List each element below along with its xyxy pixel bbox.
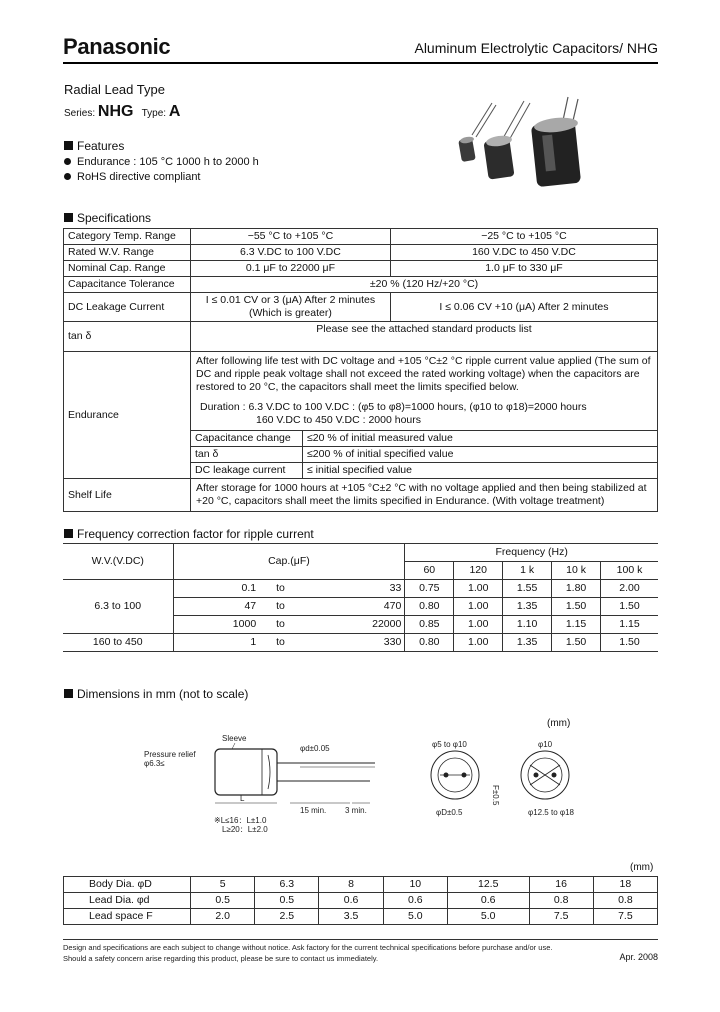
endurance-row-label: DC leakage current <box>191 463 303 479</box>
spec-label: Shelf Life <box>64 479 191 512</box>
spec-value: −25 °C to +105 °C <box>390 229 657 245</box>
footer-divider <box>63 939 658 940</box>
section-square-icon <box>64 689 73 698</box>
page-header <box>63 32 658 64</box>
spec-value: 0.1 μF to 22000 μF <box>191 261 391 277</box>
end-view-top-label: φ5 to φ10 <box>432 740 467 749</box>
spec-label: Nominal Cap. Range <box>64 261 191 277</box>
feature-item: RoHS directive compliant <box>64 170 259 185</box>
document-title: Aluminum Electrolytic Capacitors/ NHG <box>414 40 658 56</box>
table-row: 47 to 470 0.80 1.00 1.35 1.50 1.50 <box>63 598 658 616</box>
capacitor-product-photo <box>452 95 592 195</box>
footer-note: Design and specifications are each subject to change without notice. Ask factory for the current technical specifications before purchase and/or use. Should a safety concern arise regarding this product, please be sure to contact us immediately. <box>63 943 553 963</box>
specifications-table <box>63 228 658 512</box>
endurance-row-value: ≤ initial specified value <box>303 463 658 479</box>
tolerance-note-1: ※L≤16：L±1.0 <box>214 816 267 825</box>
f-label: F±0.5 <box>491 785 500 806</box>
type-label: Type: <box>141 108 167 119</box>
spec-label: tan δ <box>64 322 191 352</box>
row-label: Body Dia. φD <box>64 877 191 893</box>
features-heading: Features <box>64 139 124 153</box>
freq-header: 60 <box>405 562 454 580</box>
col-header: Cap.(μF) <box>173 544 405 580</box>
section-square-icon <box>64 529 73 538</box>
spec-label: Category Temp. Range <box>64 229 191 245</box>
end-view-dia-label: φD±0.5 <box>436 808 463 817</box>
section-square-icon <box>64 213 73 222</box>
tolerance-note-2: L≥20：L±2.0 <box>222 825 268 834</box>
brand-logo: Panasonic <box>63 34 171 59</box>
series-value: NHG <box>97 103 134 120</box>
spec-label: Capacitance Tolerance <box>64 277 191 293</box>
bullet-icon <box>64 173 71 180</box>
endurance-row-label: Capacitance change <box>191 431 303 447</box>
pressure-relief-label: Pressure relief <box>144 750 196 759</box>
spec-value: ±20 % (120 Hz/+20 °C) <box>191 277 658 293</box>
row-label: Lead Dia. φd <box>64 893 191 909</box>
spec-value: −55 °C to +105 °C <box>191 229 391 245</box>
lead-type-title: Radial Lead Type <box>64 82 165 97</box>
feature-item: Endurance : 105 °C 1000 h to 2000 h <box>64 155 259 170</box>
pressure-relief-sub: φ6.3≤ <box>144 759 165 768</box>
freq-header: 1 k <box>503 562 552 580</box>
spec-label: Endurance <box>64 352 191 479</box>
freq-header: 10 k <box>552 562 601 580</box>
table-row: 6.3 to 100 0.1 to 33 0.75 1.00 1.55 1.80 2.00 <box>63 580 658 598</box>
frequency-table <box>63 543 658 652</box>
freq-header: 120 <box>454 562 503 580</box>
type-value: A <box>168 103 181 120</box>
table-row: Lead Dia. φd 0.5 0.5 0.6 0.6 0.6 0.8 0.8 <box>64 893 658 909</box>
spec-label: Rated W.V. Range <box>64 245 191 261</box>
spec-value: I ≤ 0.01 CV or 3 (μA) After 2 minutes (Which is greater) <box>191 293 391 322</box>
dimensions-heading: Dimensions in mm (not to scale) <box>64 687 248 701</box>
unit-label: (mm) <box>630 862 654 873</box>
table-row: 1000 to 22000 0.85 1.00 1.10 1.15 1.15 <box>63 616 658 634</box>
lead-min-label: 15 min. <box>300 806 327 815</box>
three-min-label: 3 min. <box>345 806 367 815</box>
footer-date: Apr. 2008 <box>619 952 658 962</box>
dimensions-table <box>63 876 658 925</box>
row-label: Lead space F <box>64 909 191 925</box>
table-row: 160 to 450 1 to 330 0.80 1.00 1.35 1.50 1.50 <box>63 634 658 652</box>
spec-value: After storage for 1000 hours at +105 °C±2 °C with no voltage applied and then being stabilized at +20 °C, capacitors shall meet the limits specified in Endurance. (With voltage treatment) <box>191 479 658 512</box>
series-label: Series: <box>64 108 96 119</box>
spec-value: 6.3 V.DC to 100 V.DC <box>191 245 391 261</box>
table-row: Body Dia. φD 5 6.3 8 10 12.5 16 18 <box>64 877 658 893</box>
bullet-icon <box>64 158 71 165</box>
freq-header: 100 k <box>601 562 658 580</box>
dimension-drawing <box>140 725 580 835</box>
l-label: L <box>240 794 245 803</box>
features-list <box>64 155 259 185</box>
col-header: Frequency (Hz) <box>405 544 658 562</box>
end-view-2-top-label: φ10 <box>538 740 553 749</box>
endurance-row-label: tan δ <box>191 447 303 463</box>
frequency-heading: Frequency correction factor for ripple current <box>64 527 314 541</box>
endurance-row-value: ≤200 % of initial specified value <box>303 447 658 463</box>
series-type-line <box>64 103 180 121</box>
wv-cell: 160 to 450 <box>63 634 173 652</box>
sleeve-label: Sleeve <box>222 734 247 743</box>
capacitor-body-outline <box>215 749 277 795</box>
section-square-icon <box>64 141 73 150</box>
spec-value: Please see the attached standard products list <box>191 322 658 352</box>
col-header: W.V.(V.DC) <box>63 544 173 580</box>
spec-value: 160 V.DC to 450 V.DC <box>390 245 657 261</box>
end-view-2-bottom-label: φ12.5 to φ18 <box>528 808 574 817</box>
unit-label: (mm) <box>547 718 571 729</box>
specifications-heading: Specifications <box>64 211 151 225</box>
endurance-row-value: ≤20 % of initial measured value <box>303 431 658 447</box>
lead-dia-label: φd±0.05 <box>300 744 330 753</box>
table-row: Lead space F 2.0 2.5 3.5 5.0 5.0 7.5 7.5 <box>64 909 658 925</box>
spec-value: I ≤ 0.06 CV +10 (μA) After 2 minutes <box>390 293 657 322</box>
spec-value: 1.0 μF to 330 μF <box>390 261 657 277</box>
spec-label: DC Leakage Current <box>64 293 191 322</box>
endurance-description: After following life test with DC voltage and +105 °C±2 °C ripple current value applied (The sum of DC and ripple peak voltage shall not exceed the rated working voltage) when the capacitors are restored to 20 °C, the capacitors shall meet the limits specified below. Duration : 6.3 V.DC to 100 V.DC : (φ5 to φ8)=1000 hours, (φ10 to φ18)=2000 hours 160 V.DC to 450 V.DC : 2000 hours <box>191 352 658 431</box>
wv-cell: 6.3 to 100 <box>63 580 173 634</box>
